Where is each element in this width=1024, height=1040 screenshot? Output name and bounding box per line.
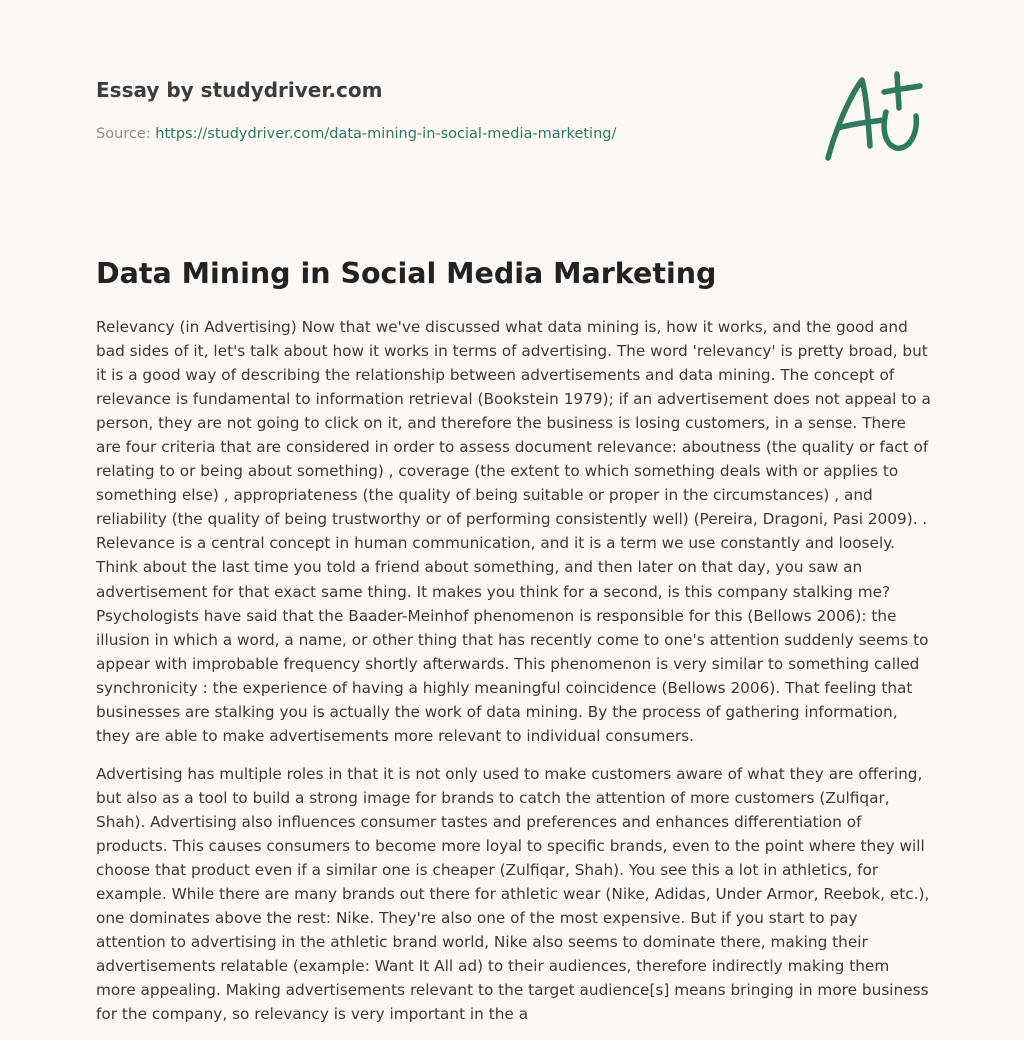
a-plus-grade-icon (818, 66, 930, 166)
source-line (96, 124, 796, 144)
paragraph: Advertising has multiple roles in that it is not only used to make customers aware of what they are offering, but also as a tool to build a strong image for brands to catch the attention of more customers (Zulfiqar, Shah). Advertising also influences consumer tastes and preferences and enhances differentiation of products. This causes consumers to become more loyal to specific brands, even to the point where they will choose that product even if a similar one is cheaper (Zulfiqar, Shah). You see this a lot in athletics, for example. While there are many brands out there for athletic wear (Nike, Adidas, Under Armor, Reebok, etc.), one dominates above the rest: Nike. They're also one of the most expensive. But if you start to pay attention to advertising in the athletic brand world, Nike also seems to dominate there, making their advertisements relatable (example: Want It All ad) to their audiences, therefore indirectly making them more appealing. Making advertisements relevant to the target audience[s] means bringing in more business for the company, so relevancy is very important in the a (96, 764, 930, 1024)
article-title: Data Mining in Social Media Marketing (96, 257, 717, 290)
paragraph: Relevancy (in Advertising) Now that we've discussed what data mining is, how it works, and the good and bad sides of it, let's talk about how it works in terms of advertising. The word 'relevancy' is pretty broad, but it is a good way of describing the relationship between advertisements and data mining. The concept of relevance is fundamental to information retrieval (Bookstein 1979); if an advertisement does not appeal to a person, they are not going to click on it, and therefore the business is losing customers, in a sense. There are four criteria that are considered in order to assess document relevance: aboutness (the quality or fact of relating to or being about something) , coverage (the extent to which something deals with or applies to something else) , appropriateness (the quality of being suitable or proper in the circumstances) , and reliability (the quality of being trustworthy or of performing consistently well) (Pereira, Dragoni, Pasi 2009). . Relevance is a central concept in human communication, and it is a term we use constantly and loosely. Think about the last time you told a friend about something, and then later on that day, you saw an advertisement for that exact same thing. It makes you think for a second, is this company stalking me? Psychologists have said that the Baader-Meinhof phenomenon is responsible for this (Bellows 2006): the illusion in which a word, a name, or other thing that has recently come to one's attention suddenly seems to appear with improbable frequency shortly afterwards. This phenomenon is very similar to something called synchronicity : the experience of having a highly meaningful coincidence (Bellows 2006). That feeling that businesses are stalking you is actually the work of data mining. By the process of gathering information, they are able to make advertisements more relevant to individual consumers. (96, 318, 931, 745)
brand-heading: Essay by studydriver.com (96, 78, 383, 102)
article-body (96, 315, 932, 1040)
essay-header (96, 76, 796, 144)
source-label: Source: (96, 126, 156, 142)
source-link[interactable]: https://studydriver.com/data-mining-in-social-media-marketing/ (155, 126, 617, 142)
